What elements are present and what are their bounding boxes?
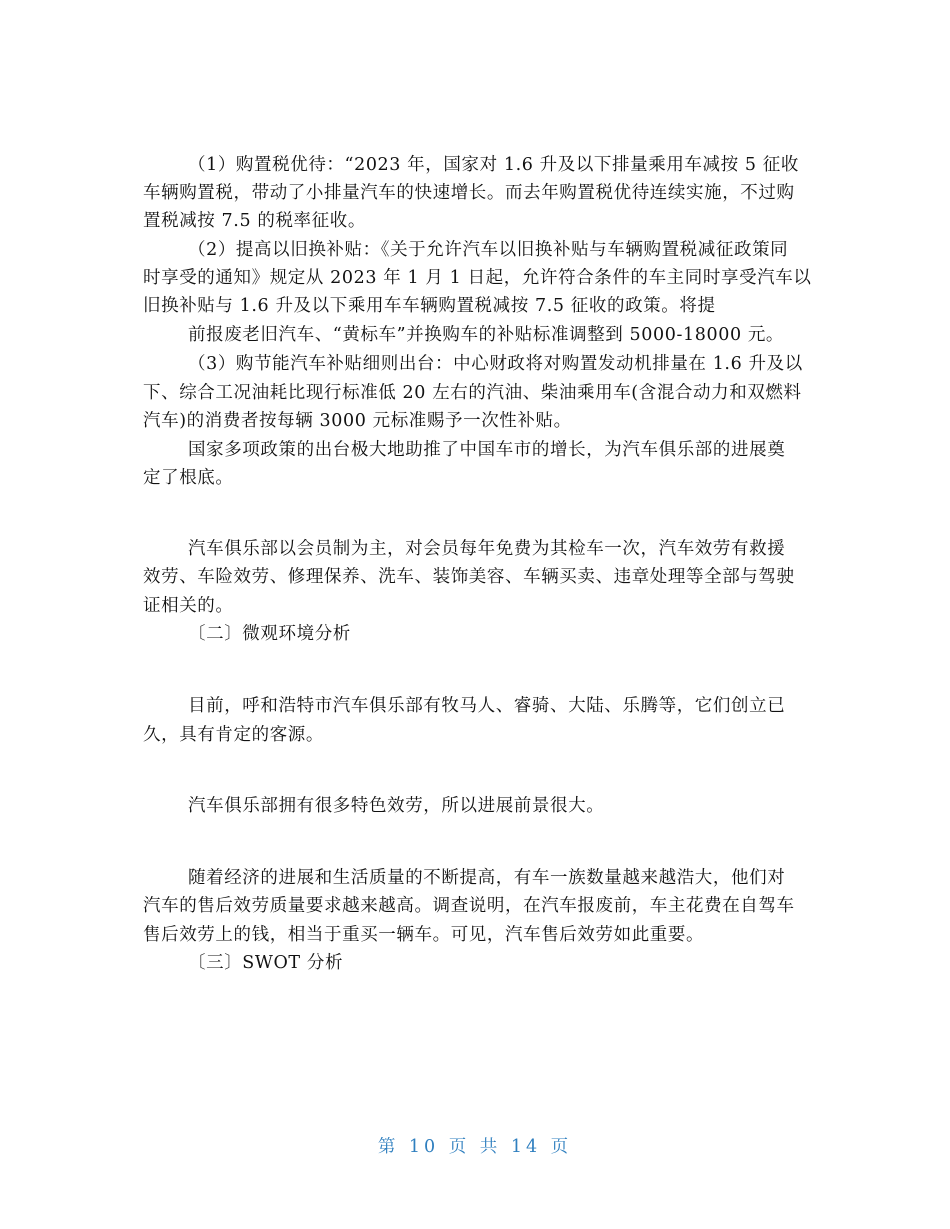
text-line: （1）购置税优待：“2023 年，国家对 1.6 升及以下排量乘用车减按 5 征收 xyxy=(188,155,799,175)
text-line: 证相关的。 xyxy=(143,596,234,616)
text-line: 汽车)的消费者按每辆 3000 元标准赐予一次性补贴。 xyxy=(143,411,572,431)
text-line: 时享受的通知》规定从 2023 年 1 月 1 日起，允许符合条件的车主同时享受汽车以 xyxy=(143,268,812,288)
section-heading: 〔三〕SWOT 分析 xyxy=(188,953,344,973)
text-line: 旧换补贴与 1.6 升及以下乘用车车辆购置税减按 7.5 征收的政策。将提 xyxy=(143,296,716,316)
text-line: 久，具有肯定的客源。 xyxy=(143,725,324,745)
text-line: （2）提高以旧换补贴：《关于允许汽车以旧换补贴与车辆购置税减征政策同 xyxy=(188,240,789,260)
text-line: 置税减按 7.5 的税率征收。 xyxy=(143,211,366,231)
text-line: 随着经济的进展和生活质量的不断提高，有车一族数量越来越浩大，他们对 xyxy=(188,868,786,888)
text-line: 售后效劳上的钱，相当于重买一辆车。可见，汽车售后效劳如此重要。 xyxy=(143,925,705,945)
text-line: 定了根底。 xyxy=(143,468,234,488)
text-line: 下、综合工况油耗比现行标准低 20 左右的汽油、柴油乘用车(含混合动力和双燃料 xyxy=(143,383,802,403)
text-line: 国家多项政策的出台极大地助推了中国车市的增长，为汽车俱乐部的进展奠 xyxy=(188,440,786,460)
text-line: 前报废老旧汽车、“黄标车”并换购车的补贴标准调整到 5000-18000 元。 xyxy=(188,325,785,345)
text-line: 车辆购置税，带动了小排量汽车的快速增长。而去年购置税优待连续实施，不过购 xyxy=(143,183,795,203)
text-line: 汽车俱乐部拥有很多特色效劳，所以进展前景很大。 xyxy=(188,796,605,816)
text-line: 汽车俱乐部以会员制为主，对会员每年免费为其检车一次，汽车效劳有救援 xyxy=(188,539,786,559)
text-line: 目前，呼和浩特市汽车俱乐部有牧马人、睿骑、大陆、乐腾等，它们创立已 xyxy=(188,696,786,716)
page-footer: 第 10 页 共 14 页 xyxy=(377,1137,573,1157)
text-line: 汽车的售后效劳质量要求越来越高。调查说明，在汽车报废前，车主花费在自驾车 xyxy=(143,896,795,916)
text-line: 效劳、车险效劳、修理保养、洗车、装饰美容、车辆买卖、违章处理等全部与驾驶 xyxy=(143,567,795,587)
text-line: （3）购节能汽车补贴细则出台：中心财政将对购置发动机排量在 1.6 升及以 xyxy=(188,354,803,374)
section-heading: 〔二〕微观环境分析 xyxy=(188,624,351,644)
